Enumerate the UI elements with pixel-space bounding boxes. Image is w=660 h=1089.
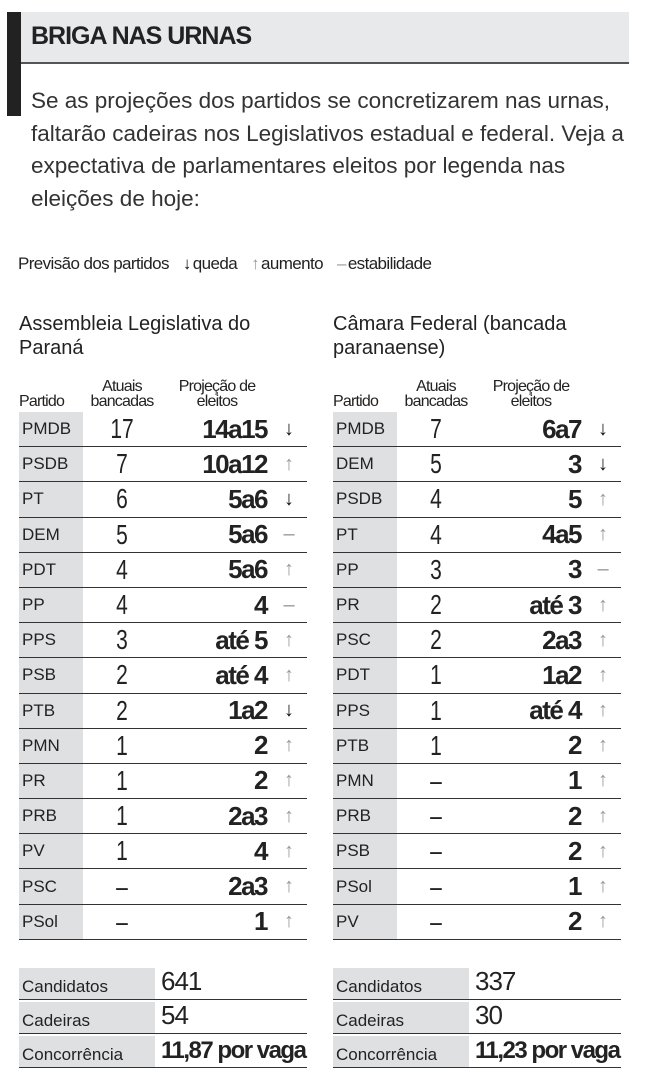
table-row (19, 412, 307, 447)
summary-row (19, 1034, 307, 1068)
projection: 4a5 (542, 519, 581, 550)
current-seats: – (430, 905, 442, 937)
seats-label: Cadeiras (333, 1002, 469, 1033)
trend-up-icon: ↑ (284, 558, 294, 581)
projection: 2 (254, 730, 267, 761)
current-seats: 3 (116, 624, 128, 656)
party: PDT (333, 658, 397, 692)
table-row (333, 905, 621, 940)
party: PR (333, 588, 397, 622)
col-current: Atuais bancadas (404, 378, 468, 410)
party: PSB (19, 658, 83, 692)
legend-down: queda (192, 254, 238, 273)
current-seats: 7 (430, 413, 442, 445)
table-row (19, 905, 307, 940)
projection: 1a2 (542, 659, 581, 690)
header (21, 12, 629, 64)
trend-up-icon: ↑ (598, 523, 608, 546)
col-party: Partido (333, 393, 379, 410)
trend-up-icon: ↑ (598, 628, 608, 651)
projection: 2 (568, 835, 581, 866)
projection: 2a3 (228, 871, 267, 902)
table-row (19, 764, 307, 799)
trend-flat-icon: – (283, 523, 295, 546)
table-row (333, 658, 621, 693)
section-title-camara: Câmara Federal (bancada paranaense) (333, 313, 567, 359)
projection: 5a6 (228, 554, 267, 585)
trend-up-icon: ↑ (284, 910, 294, 933)
page-title: BRIGA NAS URNAS (31, 22, 252, 50)
current-seats: – (430, 800, 442, 832)
current-seats: 5 (430, 448, 442, 480)
projection: 1a2 (228, 695, 267, 726)
trend-up-icon: ↑ (598, 699, 608, 722)
party: PSDB (333, 482, 397, 516)
party: DEM (333, 447, 397, 481)
table-camara (333, 366, 621, 940)
current-seats: 4 (430, 518, 442, 550)
table-row (19, 623, 307, 658)
projection: 4 (254, 589, 267, 620)
table-row (19, 694, 307, 729)
seats-label: Cadeiras (19, 1002, 155, 1033)
table-row (333, 799, 621, 834)
table-row (333, 518, 621, 553)
projection: até 5 (215, 624, 267, 655)
summary-camara (333, 966, 621, 1068)
col-projection: Projeção de eleitos (492, 378, 570, 410)
trend-up-icon: ↑ (284, 734, 294, 757)
trend-up-icon: ↑ (284, 839, 294, 862)
table-header (19, 366, 307, 412)
party: PPS (333, 694, 397, 728)
table-row (19, 658, 307, 693)
current-seats: 4 (116, 589, 128, 621)
party: PTB (333, 729, 397, 763)
col-party: Partido (19, 393, 65, 410)
trend-up-icon: ↑ (598, 663, 608, 686)
party: PPS (19, 623, 83, 657)
party: PP (333, 553, 397, 587)
current-seats: 2 (116, 659, 128, 691)
arrow-up-icon: ↑ (251, 254, 259, 273)
col-projection: Projeção de eleitos (178, 378, 256, 410)
trend-up-icon: ↑ (284, 804, 294, 827)
trend-up-icon: ↑ (598, 839, 608, 862)
trend-up-icon: ↑ (598, 769, 608, 792)
table-row (19, 588, 307, 623)
trend-down-icon: ↓ (284, 699, 294, 722)
candidates-value: 641 (161, 966, 202, 996)
section-title-assembleia: Assembleia Legislativa do Paraná (19, 313, 251, 359)
current-seats: 1 (430, 694, 442, 726)
legend-flat: estabilidade (347, 254, 432, 273)
summary-assembleia (19, 966, 307, 1068)
candidates-label: Candidatos (19, 968, 155, 999)
projection: 2a3 (228, 800, 267, 831)
candidates-value: 337 (475, 966, 516, 996)
projection: até 4 (529, 695, 581, 726)
projection: 5a6 (228, 483, 267, 514)
trend-flat-icon: – (283, 593, 295, 616)
trend-up-icon: ↑ (598, 910, 608, 933)
trend-up-icon: ↑ (284, 628, 294, 651)
summary-row (333, 966, 621, 1000)
table-row (333, 588, 621, 623)
current-seats: 1 (116, 764, 128, 796)
table-row (19, 834, 307, 869)
party: PTB (19, 694, 83, 728)
trend-up-icon: ↑ (284, 663, 294, 686)
table-row (333, 553, 621, 588)
summary-row (19, 1000, 307, 1034)
competition-label: Concorrência (333, 1036, 469, 1067)
party: PR (19, 764, 83, 798)
party: PP (19, 588, 83, 622)
candidates-label: Candidatos (333, 968, 469, 999)
party: PMN (333, 764, 397, 798)
table-row (19, 553, 307, 588)
party: PSDB (19, 447, 83, 481)
legend (18, 254, 431, 274)
projection: 5a6 (228, 519, 267, 550)
table-row (333, 729, 621, 764)
current-seats: 1 (430, 659, 442, 691)
projection: 3 (568, 554, 581, 585)
trend-flat-icon: – (597, 558, 609, 581)
party: PSC (19, 869, 83, 903)
party: PRB (333, 799, 397, 833)
party: PT (19, 482, 83, 516)
projection: 1 (568, 765, 581, 796)
col-current: Atuais bancadas (90, 378, 154, 410)
legend-label: Previsão dos partidos (18, 254, 169, 273)
table-row (19, 518, 307, 553)
table-row (333, 834, 621, 869)
competition-value: 11,87 por vaga (161, 1037, 306, 1064)
table-row (333, 764, 621, 799)
current-seats: – (116, 905, 128, 937)
projection: até 3 (529, 589, 581, 620)
party: PSB (333, 834, 397, 868)
current-seats: 4 (430, 483, 442, 515)
table-row (333, 694, 621, 729)
projection: 2a3 (542, 624, 581, 655)
party: PT (333, 518, 397, 552)
summary-row (333, 1000, 621, 1034)
table-row (19, 482, 307, 517)
dash-icon: – (336, 254, 346, 273)
party: PSol (333, 869, 397, 903)
current-seats: – (116, 870, 128, 902)
party: PV (333, 905, 397, 939)
projection: 1 (254, 906, 267, 937)
projection: 1 (568, 871, 581, 902)
trend-up-icon: ↑ (284, 875, 294, 898)
trend-up-icon: ↑ (598, 875, 608, 898)
current-seats: 1 (116, 835, 128, 867)
summary-row (333, 1034, 621, 1068)
current-seats: 2 (116, 694, 128, 726)
projection: 2 (254, 765, 267, 796)
trend-down-icon: ↓ (284, 487, 294, 510)
projection: 4 (254, 835, 267, 866)
party: PV (19, 834, 83, 868)
trend-up-icon: ↑ (598, 734, 608, 757)
competition-value: 11,23 por vaga (475, 1037, 620, 1064)
table-header (333, 366, 621, 412)
seats-value: 30 (475, 1000, 502, 1030)
legend-up: aumento (260, 254, 323, 273)
trend-up-icon: ↑ (284, 452, 294, 475)
seats-value: 54 (161, 1000, 188, 1030)
trend-up-icon: ↑ (598, 487, 608, 510)
current-seats: 2 (430, 589, 442, 621)
table-row (333, 482, 621, 517)
current-seats: 5 (116, 518, 128, 550)
trend-up-icon: ↑ (598, 593, 608, 616)
party: PMDB (19, 412, 83, 446)
competition-label: Concorrência (19, 1036, 155, 1067)
current-seats: – (430, 835, 442, 867)
current-seats: – (430, 870, 442, 902)
current-seats: 1 (116, 729, 128, 761)
table-row (333, 412, 621, 447)
projection: 10a12 (202, 448, 267, 479)
current-seats: 17 (110, 413, 134, 445)
projection: 2 (568, 730, 581, 761)
trend-down-icon: ↓ (598, 417, 608, 440)
accent-bar (7, 12, 21, 116)
intro-text: Se as projeções dos partidos se concretizarem nas urnas, faltarão cadeiras nos Legislativos estadual e federal. Veja a expectativa de parlamentares eleitos por legenda nas eleições de hoje: (31, 88, 624, 211)
party: DEM (19, 518, 83, 552)
party: PMDB (333, 412, 397, 446)
current-seats: 4 (116, 553, 128, 585)
current-seats: 2 (430, 624, 442, 656)
party: PSol (19, 905, 83, 939)
projection: 2 (568, 906, 581, 937)
table-row (19, 729, 307, 764)
projection: 2 (568, 800, 581, 831)
table-row (333, 869, 621, 904)
party: PDT (19, 553, 83, 587)
trend-down-icon: ↓ (284, 417, 294, 440)
projection: 14a15 (202, 413, 267, 444)
projection: 6a7 (542, 413, 581, 444)
table-row (333, 447, 621, 482)
projection: 3 (568, 448, 581, 479)
summary-row (19, 966, 307, 1000)
trend-up-icon: ↑ (598, 804, 608, 827)
projection: até 4 (215, 659, 267, 690)
trend-up-icon: ↑ (284, 769, 294, 792)
table-row (19, 799, 307, 834)
current-seats: 3 (430, 553, 442, 585)
table-row (19, 447, 307, 482)
current-seats: – (430, 764, 442, 796)
projection: 5 (568, 483, 581, 514)
current-seats: 1 (430, 729, 442, 761)
party: PRB (19, 799, 83, 833)
arrow-down-icon: ↓ (182, 254, 191, 273)
party: PMN (19, 729, 83, 763)
party: PSC (333, 623, 397, 657)
current-seats: 1 (116, 800, 128, 832)
trend-down-icon: ↓ (598, 452, 608, 475)
current-seats: 6 (116, 483, 128, 515)
current-seats: 7 (116, 448, 128, 480)
table-row (333, 623, 621, 658)
table-row (19, 869, 307, 904)
table-assembleia (19, 366, 307, 940)
